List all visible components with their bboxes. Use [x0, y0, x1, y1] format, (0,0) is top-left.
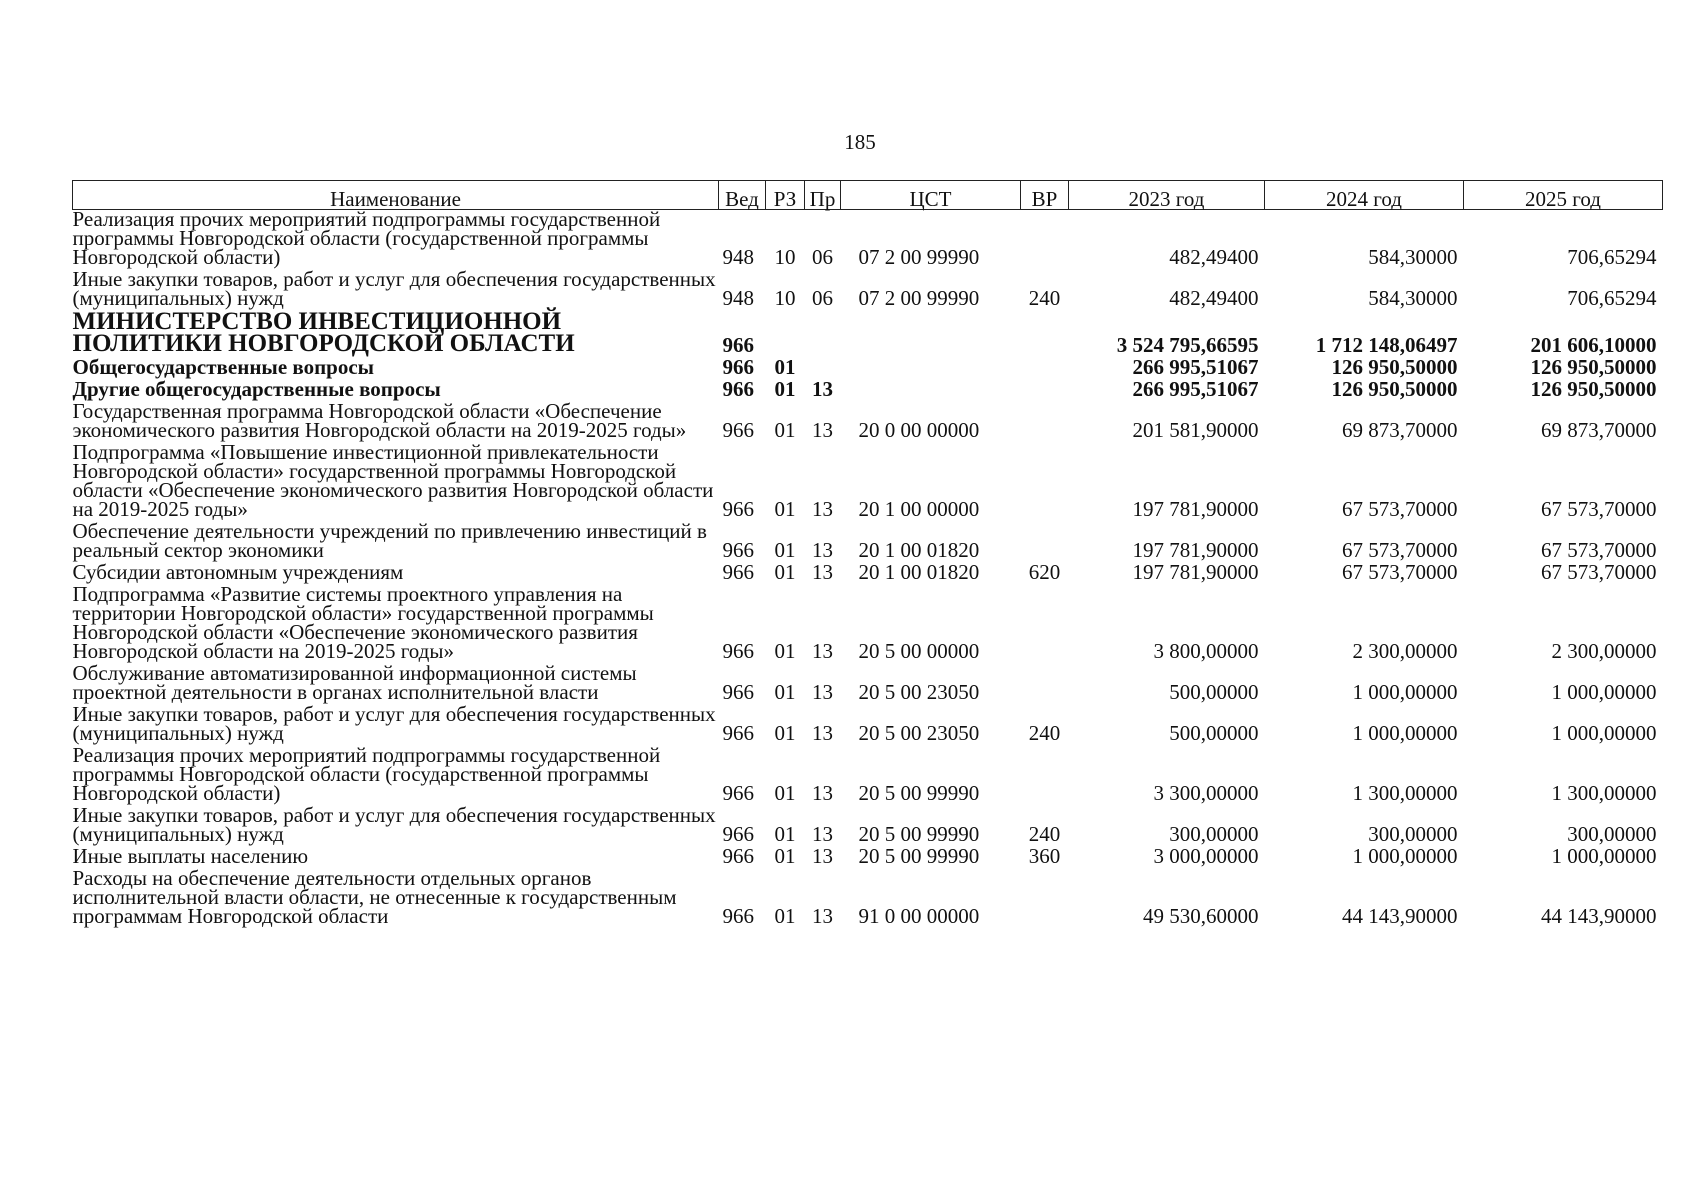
row-2025: 69 873,70000: [1541, 418, 1657, 442]
row-vr: [1021, 522, 1069, 563]
row-2023: 3 800,00000: [1153, 639, 1259, 663]
row-rz: 01: [774, 904, 796, 928]
row-2024: 1 712 148,06497: [1315, 333, 1458, 357]
row-name: Обслуживание автоматизированной информационной системы проектной деятельности в органах исполнительной власти: [72, 661, 637, 704]
row-2023: 3 000,00000: [1153, 844, 1259, 868]
row-2023: 197 781,90000: [1132, 560, 1259, 584]
row-cst: 91 0 00 00000: [858, 904, 980, 928]
row-ved: 966: [722, 822, 754, 846]
row-vr: [1021, 402, 1069, 443]
row-2024: 67 573,70000: [1342, 497, 1458, 521]
row-ved: 948: [722, 245, 754, 269]
row-2025: 2 300,00000: [1551, 639, 1657, 663]
row-2025: 706,65294: [1567, 286, 1657, 310]
row-rz: 01: [774, 680, 796, 704]
row-cst: [841, 380, 1021, 402]
table-row: [73, 806, 1663, 847]
row-cst: 20 1 00 01820: [858, 538, 980, 562]
row-vr: [1021, 664, 1069, 705]
row-rz: 01: [774, 560, 796, 584]
row-rz: 10: [774, 245, 796, 269]
row-rz: 01: [774, 822, 796, 846]
row-vr: 240: [1028, 721, 1061, 745]
row-pr: 13: [812, 497, 833, 521]
row-rz: 01: [774, 538, 796, 562]
row-pr: 13: [812, 680, 833, 704]
row-ved: 966: [722, 680, 754, 704]
row-name: Иные закупки товаров, работ и услуг для обеспечения государственных (муниципальных) нужд: [72, 702, 716, 745]
row-vr: [1021, 311, 1069, 358]
row-2024: 2 300,00000: [1352, 639, 1458, 663]
row-vr: [1021, 746, 1069, 806]
row-pr: 13: [812, 377, 833, 401]
row-name: Подпрограмма «Развитие системы проектного управления на территории Новгородской области» государственной программы Новгородской области «Обеспечение экономического развития Новгородской области на 2019-2025 годы»: [72, 582, 654, 663]
header-ved: Вед: [719, 181, 766, 210]
row-vr: [1021, 210, 1069, 271]
row-pr: [805, 311, 841, 358]
row-2023: 266 995,51067: [1132, 377, 1259, 401]
row-vr: [1021, 869, 1069, 929]
row-2025: 67 573,70000: [1541, 538, 1657, 562]
row-rz: 01: [774, 844, 796, 868]
row-pr: 13: [812, 418, 833, 442]
row-name: Реализация прочих мероприятий подпрограммы государственной программы Новгородской области (государственной программы Новгородской области): [72, 743, 661, 805]
row-cst: 20 5 00 99990: [858, 781, 980, 805]
row-2023: 266 995,51067: [1132, 355, 1259, 379]
row-2024: 1 000,00000: [1352, 844, 1458, 868]
row-2025: 706,65294: [1567, 245, 1657, 269]
row-name: Субсидии автономным учреждениям: [72, 560, 404, 584]
header-2023: 2023 год: [1069, 181, 1265, 210]
header-name: Наименование: [73, 181, 719, 210]
row-rz: 01: [774, 721, 796, 745]
row-2023: 197 781,90000: [1132, 497, 1259, 521]
row-2024: 584,30000: [1368, 245, 1458, 269]
row-2024: 67 573,70000: [1342, 538, 1458, 562]
table-row: [73, 869, 1663, 929]
row-name: Обеспечение деятельности учреждений по привлечению инвестиций в реальный сектор экономики: [72, 519, 707, 562]
row-ved: 966: [722, 844, 754, 868]
row-ved: 966: [722, 333, 754, 357]
header-cst: ЦСТ: [841, 181, 1021, 210]
table-row: [73, 746, 1663, 806]
row-2023: 3 524 795,66595: [1116, 333, 1259, 357]
row-cst: [841, 311, 1021, 358]
row-cst: 20 1 00 01820: [858, 560, 980, 584]
row-name: Иные закупки товаров, работ и услуг для обеспечения государственных (муниципальных) нужд: [72, 267, 716, 310]
row-ved: 966: [722, 639, 754, 663]
row-2023: 500,00000: [1169, 721, 1259, 745]
row-2023: 3 300,00000: [1153, 781, 1259, 805]
header-vr: ВР: [1021, 181, 1069, 210]
row-2025: 1 300,00000: [1551, 781, 1657, 805]
row-2025: 126 950,50000: [1530, 377, 1657, 401]
row-2025: 44 143,90000: [1541, 904, 1657, 928]
row-rz: 01: [774, 377, 796, 401]
row-name: Другие общегосударственные вопросы: [72, 377, 441, 401]
row-pr: 13: [812, 904, 833, 928]
header-rz: РЗ: [766, 181, 805, 210]
row-pr: 06: [812, 245, 833, 269]
row-name: Подпрограмма «Повышение инвестиционной привлекательности Новгородской области» государственной программы Новгородской области «Обеспечение экономического развития Новгородской области на 2019-2025 годы»: [72, 440, 714, 521]
row-2023: 49 530,60000: [1143, 904, 1259, 928]
table-row: [73, 585, 1663, 664]
header-row: [73, 181, 1663, 210]
row-ved: 966: [722, 377, 754, 401]
row-2024: 1 000,00000: [1352, 680, 1458, 704]
row-pr: 13: [812, 721, 833, 745]
row-vr: [1021, 358, 1069, 380]
row-name: Расходы на обеспечение деятельности отдельных органов исполнительной власти области, не отнесенные к государственным программам Новгородской области: [72, 866, 677, 928]
row-rz: 01: [774, 781, 796, 805]
row-rz: 01: [774, 497, 796, 521]
row-ved: 966: [722, 497, 754, 521]
row-ved: 948: [722, 286, 754, 310]
row-2023: 300,00000: [1169, 822, 1259, 846]
row-ved: 966: [722, 418, 754, 442]
table-row: [73, 402, 1663, 443]
row-2025: 1 000,00000: [1551, 680, 1657, 704]
row-cst: 20 5 00 23050: [858, 680, 980, 704]
row-pr: 13: [812, 560, 833, 584]
row-pr: 13: [812, 781, 833, 805]
row-ved: 966: [722, 721, 754, 745]
row-rz: 01: [774, 639, 796, 663]
row-vr: [1021, 585, 1069, 664]
row-2023: 201 581,90000: [1132, 418, 1259, 442]
row-pr: 13: [812, 538, 833, 562]
row-ved: 966: [722, 781, 754, 805]
table-row: [73, 270, 1663, 311]
row-pr: 06: [812, 286, 833, 310]
row-2024: 126 950,50000: [1331, 377, 1458, 401]
table-row: [73, 705, 1663, 746]
row-2024: 1 300,00000: [1352, 781, 1458, 805]
row-cst: 20 5 00 23050: [858, 721, 980, 745]
row-name: Государственная программа Новгородской области «Обеспечение экономического развития Новгородской области на 2019-2025 годы»: [72, 399, 687, 442]
row-vr: [1021, 380, 1069, 402]
row-vr: 240: [1028, 286, 1061, 310]
header-2025: 2025 год: [1464, 181, 1663, 210]
row-2025: 126 950,50000: [1530, 355, 1657, 379]
row-2023: 482,49400: [1169, 286, 1259, 310]
table-row: [73, 210, 1663, 271]
row-name: Реализация прочих мероприятий подпрограммы государственной программы Новгородской области (государственной программы Новгородской области): [72, 207, 661, 269]
header-2024: 2024 год: [1265, 181, 1464, 210]
row-vr: 620: [1028, 560, 1061, 584]
row-2025: 1 000,00000: [1551, 844, 1657, 868]
row-cst: 20 5 00 99990: [858, 844, 980, 868]
row-name: МИНИСТЕРСТВО ИНВЕСТИЦИОННОЙ ПОЛИТИКИ НОВГОРОДСКОЙ ОБЛАСТИ: [72, 308, 575, 357]
row-name: Общегосударственные вопросы: [72, 355, 375, 379]
row-2024: 300,00000: [1368, 822, 1458, 846]
table-body: [72, 207, 1663, 930]
row-rz: 01: [774, 418, 796, 442]
row-vr: 360: [1028, 844, 1061, 868]
row-pr: 13: [812, 844, 833, 868]
row-pr: 13: [812, 639, 833, 663]
row-2023: 197 781,90000: [1132, 538, 1259, 562]
row-2025: 67 573,70000: [1541, 497, 1657, 521]
row-2025: 201 606,10000: [1530, 333, 1657, 357]
table-row: [73, 522, 1663, 563]
row-ved: 966: [722, 538, 754, 562]
row-cst: 20 0 00 00000: [858, 418, 980, 442]
row-cst: 20 5 00 00000: [858, 639, 980, 663]
row-2024: 69 873,70000: [1342, 418, 1458, 442]
row-ved: 966: [722, 355, 754, 379]
row-2025: 67 573,70000: [1541, 560, 1657, 584]
row-2023: 482,49400: [1169, 245, 1259, 269]
row-2025: 1 000,00000: [1551, 721, 1657, 745]
table-header: [73, 181, 1663, 210]
row-cst: 20 5 00 99990: [858, 822, 980, 846]
table-row: [73, 664, 1663, 705]
row-ved: 966: [722, 560, 754, 584]
row-2025: 300,00000: [1567, 822, 1657, 846]
row-pr: 13: [812, 822, 833, 846]
row-cst: [841, 358, 1021, 380]
row-2024: 44 143,90000: [1342, 904, 1458, 928]
row-name: Иные закупки товаров, работ и услуг для обеспечения государственных (муниципальных) нужд: [72, 803, 716, 846]
row-cst: 20 1 00 00000: [858, 497, 980, 521]
row-rz: 10: [774, 286, 796, 310]
header-pr: Пр: [805, 181, 841, 210]
row-2024: 126 950,50000: [1331, 355, 1458, 379]
row-2023: 500,00000: [1169, 680, 1259, 704]
row-rz: [766, 311, 805, 358]
row-cst: 07 2 00 99990: [858, 245, 980, 269]
row-rz: 01: [774, 355, 796, 379]
row-name: Иные выплаты населению: [72, 844, 309, 868]
row-2024: 67 573,70000: [1342, 560, 1458, 584]
table-row-ministry: [73, 311, 1663, 358]
row-2024: 584,30000: [1368, 286, 1458, 310]
row-ved: 966: [722, 904, 754, 928]
row-vr: 240: [1028, 822, 1061, 846]
page-number: 185: [844, 130, 876, 154]
row-2024: 1 000,00000: [1352, 721, 1458, 745]
row-cst: 07 2 00 99990: [858, 286, 980, 310]
table-row: [73, 443, 1663, 522]
budget-table: [72, 180, 1663, 929]
row-vr: [1021, 443, 1069, 522]
